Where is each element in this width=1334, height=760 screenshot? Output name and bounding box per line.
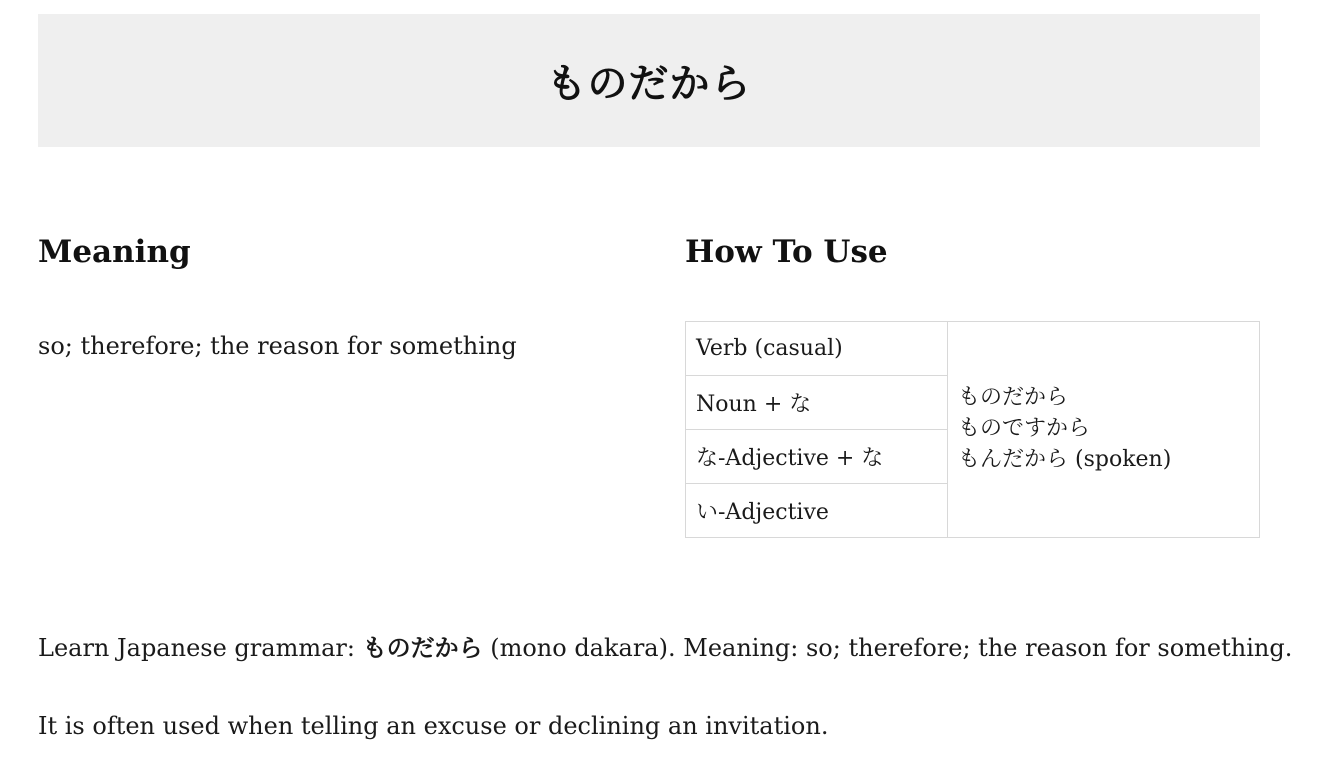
- result-cell: [948, 322, 1260, 538]
- form-cell-noun: Noun + な: [686, 376, 948, 430]
- form-cell-verb: Verb (casual): [686, 322, 948, 376]
- form-cell-na-adjective: な-Adjective + な: [686, 430, 948, 484]
- result-line: ものだから: [958, 385, 1069, 411]
- page-title: ものだから: [546, 61, 752, 107]
- result-line: もんだから (spoken): [958, 446, 1172, 472]
- result-line: ものですから: [958, 416, 1091, 442]
- how-to-use-heading: How To Use: [685, 234, 888, 270]
- intro-prefix: Learn Japanese grammar:: [38, 634, 363, 662]
- usage-note-paragraph: It is often used when telling an excuse or declining an invitation.: [38, 712, 829, 740]
- title-banner: [38, 14, 1260, 147]
- meaning-heading: Meaning: [38, 234, 191, 270]
- table-row: [686, 322, 1260, 376]
- intro-paragraph: [38, 628, 1292, 663]
- form-cell-i-adjective: い-Adjective: [686, 484, 948, 538]
- meaning-text: so; therefore; the reason for something: [38, 332, 517, 360]
- usage-table: [685, 321, 1260, 538]
- intro-term: ものだから: [362, 634, 483, 662]
- intro-suffix: (mono dakara). Meaning: so; therefore; the reason for something.: [482, 634, 1293, 662]
